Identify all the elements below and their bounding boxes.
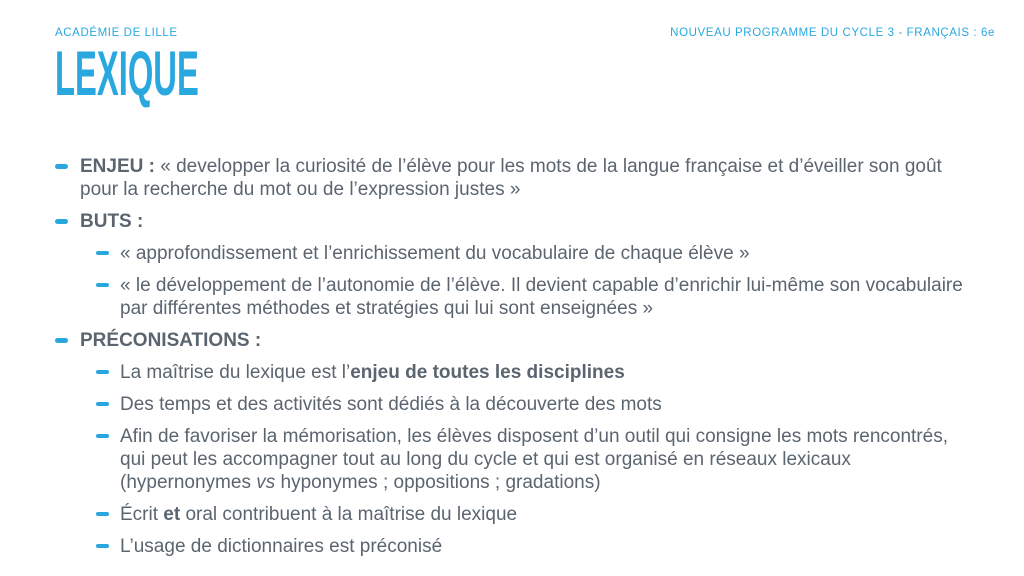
list-item bbox=[96, 503, 968, 526]
list-item bbox=[55, 329, 968, 352]
list-item-text: « le développement de l’autonomie de l’élève. Il devient capable d’enrichir lui-même son vocabulaire par différentes méthodes et stratégies qui lui sont enseignées » bbox=[120, 275, 963, 319]
list-item-text: Afin de favoriser la mémorisation, les élèves disposent d’un outil qui consigne les mots rencontrés, qui peut les accompagner tout au long du cycle et qui est organisé en réseaux lexicaux (hypernonymes vs hyponymes ; oppositions ; gradations) bbox=[120, 426, 948, 493]
list-item-text: Des temps et des activités sont dédiés à la découverte des mots bbox=[120, 394, 662, 415]
bullet-dash-icon bbox=[55, 219, 68, 224]
bullet-list bbox=[55, 155, 968, 567]
list-item-text: La maîtrise du lexique est l’enjeu de toutes les disciplines bbox=[120, 362, 625, 383]
list-item-text: « approfondissement et l’enrichissement du vocabulaire de chaque élève » bbox=[120, 243, 750, 264]
bullet-dash-icon bbox=[96, 251, 109, 255]
list-item bbox=[96, 242, 968, 265]
bullet-dash-icon bbox=[96, 370, 109, 374]
list-item bbox=[96, 361, 968, 384]
bullet-dash-icon bbox=[96, 512, 109, 516]
bullet-dash-icon bbox=[96, 544, 109, 548]
bullet-dash-icon bbox=[96, 402, 109, 406]
list-item-text: L’usage de dictionnaires est préconisé bbox=[120, 536, 443, 557]
list-item bbox=[55, 210, 968, 233]
list-item-text: PRÉCONISATIONS : bbox=[80, 330, 262, 351]
bullet-dash-icon bbox=[96, 434, 109, 438]
list-item bbox=[96, 393, 968, 416]
page-title: LEXIQUE bbox=[55, 39, 199, 109]
bullet-dash-icon bbox=[55, 338, 68, 343]
list-item bbox=[96, 535, 968, 558]
list-item bbox=[55, 155, 968, 201]
header-right-label: NOUVEAU PROGRAMME DU CYCLE 3 - FRANÇAIS : 6e bbox=[670, 27, 995, 39]
list-item bbox=[96, 274, 968, 320]
list-item-text: ENJEU : « developper la curiosité de l’élève pour les mots de la langue française et d’éveiller son goût pour la recherche du mot ou de l’expression justes » bbox=[80, 156, 942, 200]
bullet-dash-icon bbox=[96, 283, 109, 287]
bullet-dash-icon bbox=[55, 164, 68, 169]
list-item-text: BUTS : bbox=[80, 211, 144, 232]
list-item-text: Écrit et oral contribuent à la maîtrise du lexique bbox=[120, 504, 518, 525]
list-item bbox=[96, 425, 968, 494]
header-left-label: ACADÉMIE DE LILLE bbox=[55, 27, 178, 39]
